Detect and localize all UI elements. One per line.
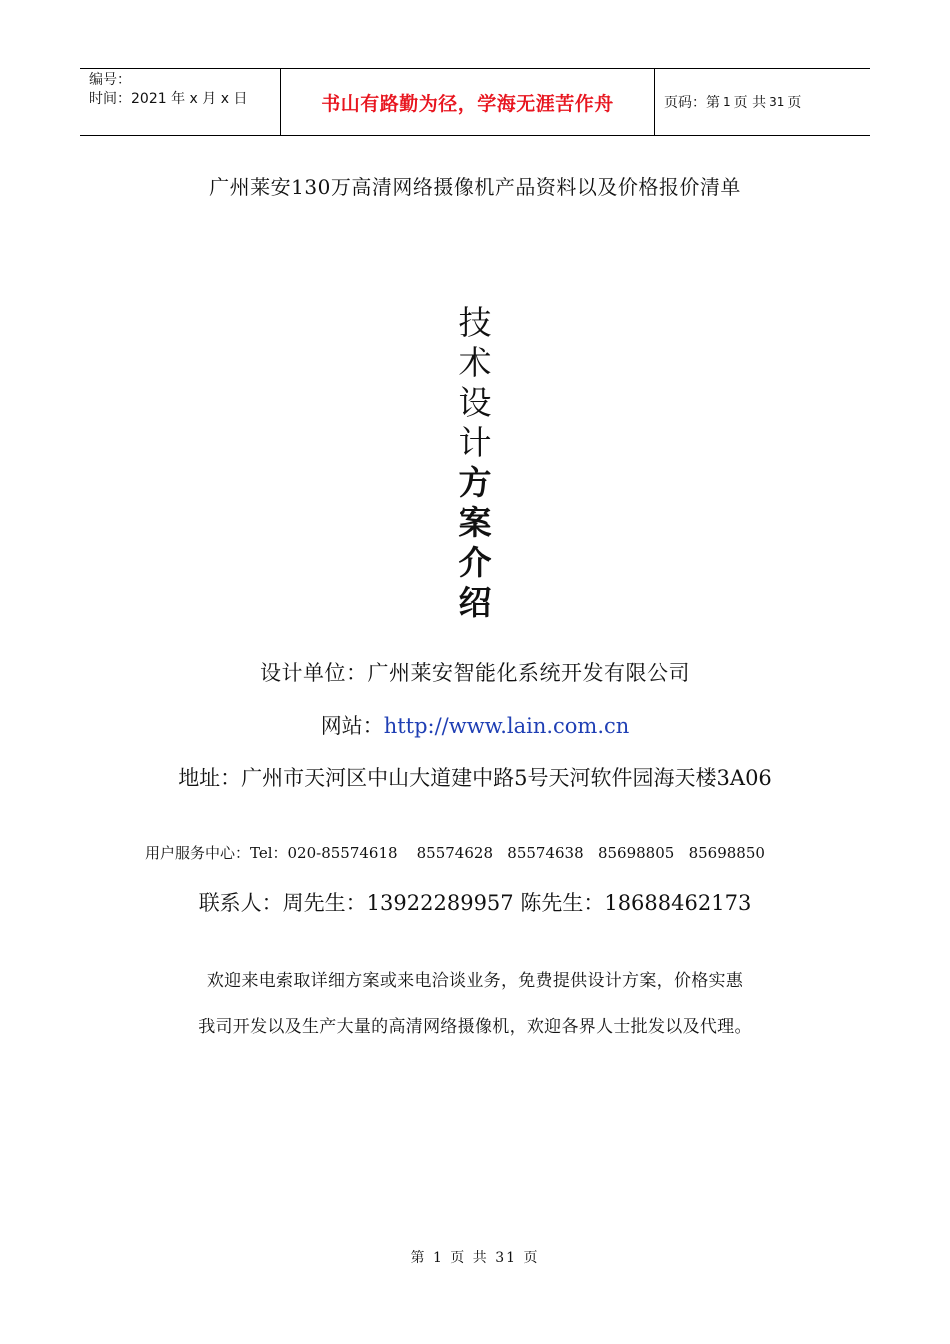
vertical-title-char-bold: 绍	[458, 583, 492, 622]
vertical-title-char-bold: 方	[458, 463, 492, 502]
welcome-line: 欢迎来电索取详细方案或来电洽谈业务，免费提供设计方案，价格实惠	[206, 971, 744, 991]
design-unit: 设计单位：广州莱安智能化系统开发有限公司	[260, 661, 690, 685]
number-label: 编号：	[89, 72, 131, 88]
contact-person: 联系人：周先生：13922289957 陈先生：18688462173	[198, 891, 752, 915]
page-current: 1	[723, 95, 731, 109]
website-line	[0, 710, 950, 740]
document-title: 广州莱安130万高清网络摄像机产品资料以及价格报价清单	[209, 175, 741, 199]
vertical-title-char: 术	[458, 343, 492, 382]
header-page-info	[655, 69, 870, 135]
vertical-title-char: 技	[458, 303, 492, 342]
website-label: 网站：	[320, 714, 384, 738]
website-link[interactable]: http://www.lain.com.cn	[383, 714, 630, 738]
vertical-title	[455, 303, 495, 623]
page-total: 31	[769, 95, 785, 109]
vertical-title-char-bold: 案	[458, 503, 492, 542]
address: 地址：广州市天河区中山大道建中路5号天河软件园海天楼3A06	[178, 766, 772, 790]
page-label-middle: 页 共	[733, 95, 767, 111]
motto-text: 书山有路勤为径，学海无涯苦作舟	[321, 92, 614, 115]
page-header	[80, 68, 870, 136]
welcome-line: 我司开发以及生产大量的高清网络摄像机，欢迎各界人士批发以及代理。	[198, 1017, 752, 1037]
vertical-title-char: 设	[458, 383, 492, 422]
time-label: 时间：2021 年 x 月 x 日	[89, 91, 248, 107]
page-label-prefix: 页码：第	[664, 95, 720, 111]
page-label-suffix: 页	[787, 95, 802, 111]
vertical-title-char-bold: 介	[458, 543, 492, 582]
page-footer: 第 1 页 共 31 页	[410, 1250, 540, 1266]
vertical-title-char: 计	[458, 423, 492, 462]
header-meta	[80, 69, 281, 135]
header-motto	[281, 69, 655, 135]
service-center: 用户服务中心：Tel：020-85574618 85574628 85574638 85698805 85698850	[145, 844, 765, 862]
